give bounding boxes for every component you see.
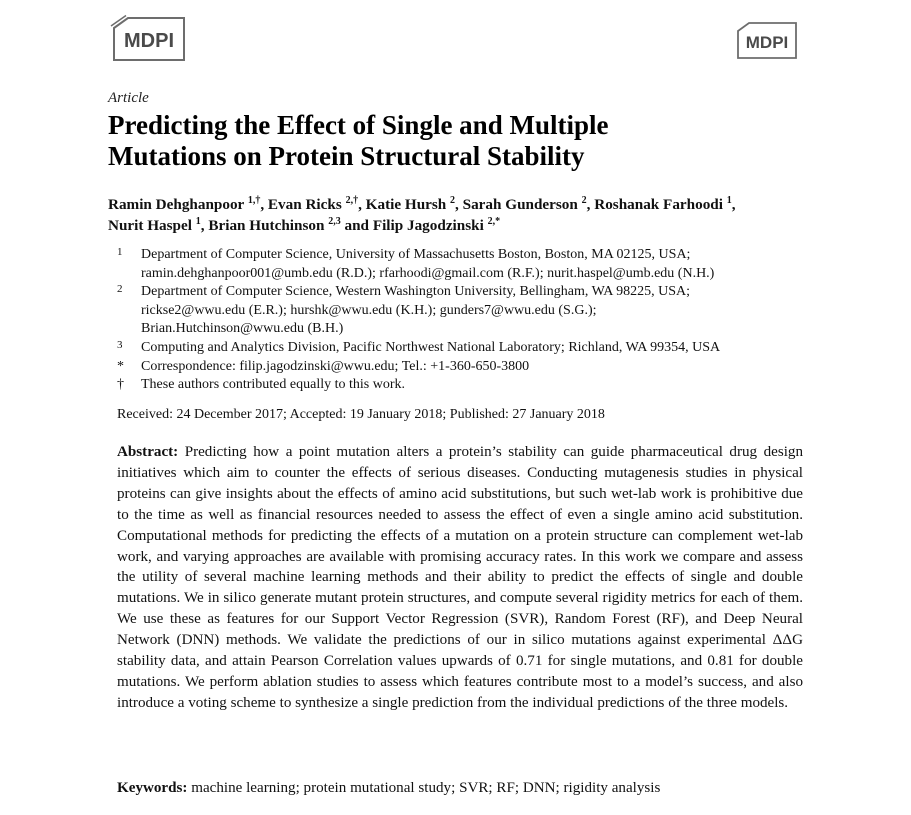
author-affil-sup: 2 xyxy=(450,194,456,206)
equal-contribution-text: These authors contributed equally to this work. xyxy=(141,377,405,393)
keywords-label: Keywords: xyxy=(117,780,188,796)
author-name: Roshanak Farhoodi xyxy=(594,196,723,213)
article-type-label: Article xyxy=(108,90,149,106)
author-affil-sup: 2,* xyxy=(487,215,501,227)
correspondence-line[interactable]: Correspondence: filip.jagodzinski@wwu.edu; Tel.: +1-360-650-3800 xyxy=(141,358,530,374)
affiliation-line: Department of Computer Science, Western Washington University, Bellingham, WA 98225, USA; xyxy=(141,284,690,300)
author-affil-sup: 2,3 xyxy=(328,215,341,227)
abstract-text: Predicting how a point mutation alters a protein’s stability can guide pharmaceutical drug design initiatives which aim to counter the effects of serious diseases. Conducting mutagenesis studies in physical proteins can give insights about the effects of amino acid substitutions, but such wet-lab work is prohibitive due to the time as well as financial resources needed to assess the effect of even a single amino acid substitution. Computational methods for predicting the effects of a mutation on a protein structure can complement wet-lab work, and varying approaches are available with promising accuracy rates. In this work we compare and assess the utility of several machine learning methods and their ability to predict the effects of single and double mutations. We in silico generate mutant protein structures, and compute several rigidity metrics for each of them. We use these as features for our Support Vector Regression (SVR), Random Forest (RF), and Deep Neural Network (DNN) methods. We validate the predictions of our in silico mutations against experimental ΔΔG stability data, and attain Pearson Correlation values upwards of 0.71 for single mutations, and 0.81 for double mutations. We perform ablation studies to assess which features contribute most to a model’s success, and also introduce a voting scheme to synthesize a single prediction from the individual predictions of the three models. xyxy=(117,444,803,711)
affiliation-line: Department of Computer Science, University of Massachusetts Boston, Boston, MA 02125, USA; xyxy=(141,247,691,262)
affiliation-marker: 3 xyxy=(117,338,123,351)
keywords xyxy=(117,778,803,798)
author-name: Nurit Haspel xyxy=(108,217,192,234)
author-name: Sarah Gunderson xyxy=(462,196,578,213)
author-affil-sup: 1 xyxy=(726,194,732,206)
author-name: Katie Hursh xyxy=(365,196,447,213)
correspondence-item xyxy=(117,358,807,377)
paper-title xyxy=(108,110,828,172)
affiliation-marker: 1 xyxy=(117,246,123,258)
affiliation-marker: † xyxy=(117,377,124,393)
affiliation-item xyxy=(117,339,807,358)
title-line: Predicting the Effect of Single and Multiple xyxy=(108,110,609,140)
author-list: Ramin Dehghanpoor $^{1,\dagger}$, Evan Ricks $^{2,\dagger}$, Katie Hursh $^2$, Sarah Gunderson $^2$, Roshanak Farhoodi $^1$, Nurit Haspel $^1$, Brian Hutchinson $^{2,3}$ and Filip Jagodzinski $^{2,*}$ xyxy=(108,194,736,234)
author-name: Brian Hutchinson xyxy=(208,217,325,234)
abstract-label: Abstract: xyxy=(117,444,179,460)
affiliation-list xyxy=(117,246,807,395)
mdpi-logo-text: MDPI xyxy=(745,33,789,52)
mdpi-logo-text: MDPI xyxy=(124,30,174,52)
abstract xyxy=(117,442,803,714)
mdpi-logo-left xyxy=(108,14,190,64)
affiliation-item xyxy=(117,283,807,339)
affiliation-marker: * xyxy=(117,358,124,374)
affiliation-line: Computing and Analytics Division, Pacific Northwest National Laboratory; Richland, WA 99354, USA xyxy=(141,339,721,355)
affiliation-marker: 2 xyxy=(117,283,123,296)
affiliation-email-line[interactable]: ramin.dehghanpoor001@umb.edu (R.D.); rfarhoodi@gmail.com (R.F.); nurit.haspel@umb.edu (N.H.) xyxy=(141,265,715,281)
author-affil-sup: 1 xyxy=(195,215,201,227)
affiliation-item xyxy=(117,246,807,283)
author-affil-sup: 2,† xyxy=(345,194,359,206)
affiliation-email-line[interactable]: rickse2@wwu.edu (E.R.); hurshk@wwu.edu (K.H.); gunders7@wwu.edu (S.G.); xyxy=(141,302,597,318)
author-affil-sup: 1,† xyxy=(247,194,261,206)
author-name: Filip Jagodzinski xyxy=(372,217,484,234)
author-name: Ramin Dehghanpoor xyxy=(108,196,245,213)
mdpi-logo-right xyxy=(733,20,801,62)
author-name: Evan Ricks xyxy=(267,196,342,213)
author-affil-sup: 2 xyxy=(581,194,587,206)
publication-dates: Received: 24 December 2017; Accepted: 19 January 2018; Published: 27 January 2018 xyxy=(117,407,605,422)
title-line: Mutations on Protein Structural Stability xyxy=(108,141,585,171)
equal-contribution-note xyxy=(117,376,807,395)
affiliation-email-line[interactable]: Brian.Hutchinson@wwu.edu (B.H.) xyxy=(141,321,344,337)
keywords-text: machine learning; protein mutational study; SVR; RF; DNN; rigidity analysis xyxy=(191,780,661,796)
